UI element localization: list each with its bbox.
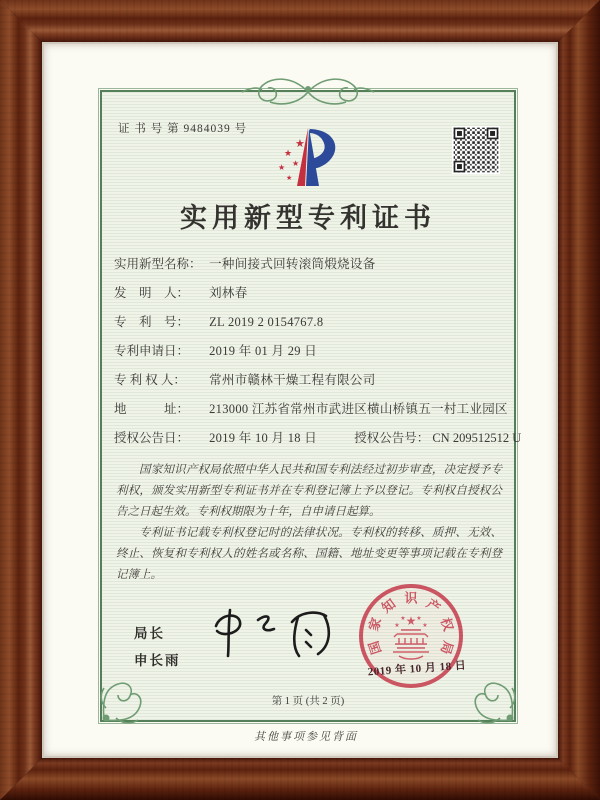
- wood-frame-right: [558, 0, 600, 800]
- legal-paragraph-2: 专利证书记载专利权登记时的法律状况。专利权的转移、质押、无效、终止、恢复和专利权人的姓名或名称、国籍、地址变更等事项记载在专利登记簿上。: [116, 526, 502, 581]
- field-patent-number: [114, 308, 506, 337]
- svg-text:★: ★: [278, 163, 286, 172]
- svg-text:★: ★: [286, 174, 293, 182]
- wood-frame-top: [0, 0, 600, 42]
- certificate-paper: [42, 42, 558, 758]
- field-value: 2019 年 01 月 29 日: [209, 344, 318, 358]
- director-name: 申长雨: [134, 653, 181, 668]
- director-title: 局长: [134, 626, 165, 641]
- grant-no-label: 授权公告号：: [354, 431, 430, 445]
- field-grant-announcement: [114, 424, 522, 453]
- field-label: 专 利 权 人：: [114, 373, 186, 387]
- field-inventor: [114, 279, 506, 308]
- field-value: 213000 江苏省常州市武进区横山桥镇五一村工业园区: [209, 402, 508, 416]
- field-address: [114, 395, 506, 424]
- back-side-note: 其他事项参见背面: [254, 731, 358, 743]
- field-label: 地 址：: [114, 402, 190, 416]
- svg-text:★: ★: [416, 616, 422, 622]
- svg-text:★: ★: [394, 623, 400, 629]
- wood-frame-bottom: [0, 758, 600, 800]
- field-label: 专 利 号：: [114, 315, 190, 329]
- grant-no-value: CN 209512512 U: [432, 431, 522, 445]
- guilloche-border: [100, 90, 522, 722]
- svg-text:★: ★: [295, 138, 305, 150]
- seal-char: 局: [437, 639, 457, 657]
- legal-paragraph-1: 国家知识产权局依照中华人民共和国专利法经过初步审查，决定授予专利权，颁发实用新型专利证书并在专利登记簿上予以登记。专利权自授权公告之日起生效。专利权期限为十年，自申请日起算。: [116, 464, 502, 518]
- director-signature: [200, 600, 350, 670]
- svg-text:★: ★: [405, 614, 417, 628]
- field-label: 实用新型名称：: [114, 257, 202, 271]
- field-list: [114, 250, 522, 453]
- field-value: 一种间接式回转滚筒煅烧设备: [209, 257, 376, 271]
- certificate-title: 实用新型专利证书: [180, 203, 436, 233]
- cnipa-patent-logo-icon: [272, 124, 348, 194]
- svg-text:★: ★: [400, 616, 406, 622]
- field-patentee: [114, 366, 506, 395]
- grant-date-value: 2019 年 10 月 18 日: [209, 431, 318, 445]
- top-flourish-ornament-icon: [218, 73, 398, 111]
- field-value: ZL 2019 2 0154767.8: [209, 315, 324, 329]
- field-utility-model-name: [114, 250, 506, 279]
- seal-char: 知: [378, 595, 399, 616]
- svg-text:★: ★: [284, 148, 293, 158]
- seal-char: 国: [365, 639, 385, 657]
- seal-date: 2019 年 10 月 18 日: [367, 659, 467, 679]
- legal-text: [116, 460, 502, 586]
- svg-text:★: ★: [422, 623, 428, 629]
- certificate-number: 证 书 号 第 9484039 号: [118, 123, 248, 135]
- field-label: 专利申请日：: [114, 344, 190, 358]
- seal-char: 家: [365, 615, 385, 633]
- qr-code-icon: [452, 126, 500, 174]
- svg-text:★: ★: [292, 159, 300, 168]
- seal-char: 识: [404, 590, 418, 606]
- grant-date-label: 授权公告日：: [114, 431, 190, 445]
- field-value: 刘林春: [209, 286, 248, 300]
- seal-char: 产: [423, 595, 444, 616]
- field-filing-date: [114, 337, 506, 366]
- page-number: 第 1 页 (共 2 页): [271, 696, 345, 707]
- wood-frame-left: [0, 0, 42, 800]
- director-block: [134, 622, 181, 676]
- seal-char: 权: [437, 615, 457, 633]
- field-value: 常州市赣林干燥工程有限公司: [209, 373, 376, 387]
- field-label: 发 明 人：: [114, 286, 190, 300]
